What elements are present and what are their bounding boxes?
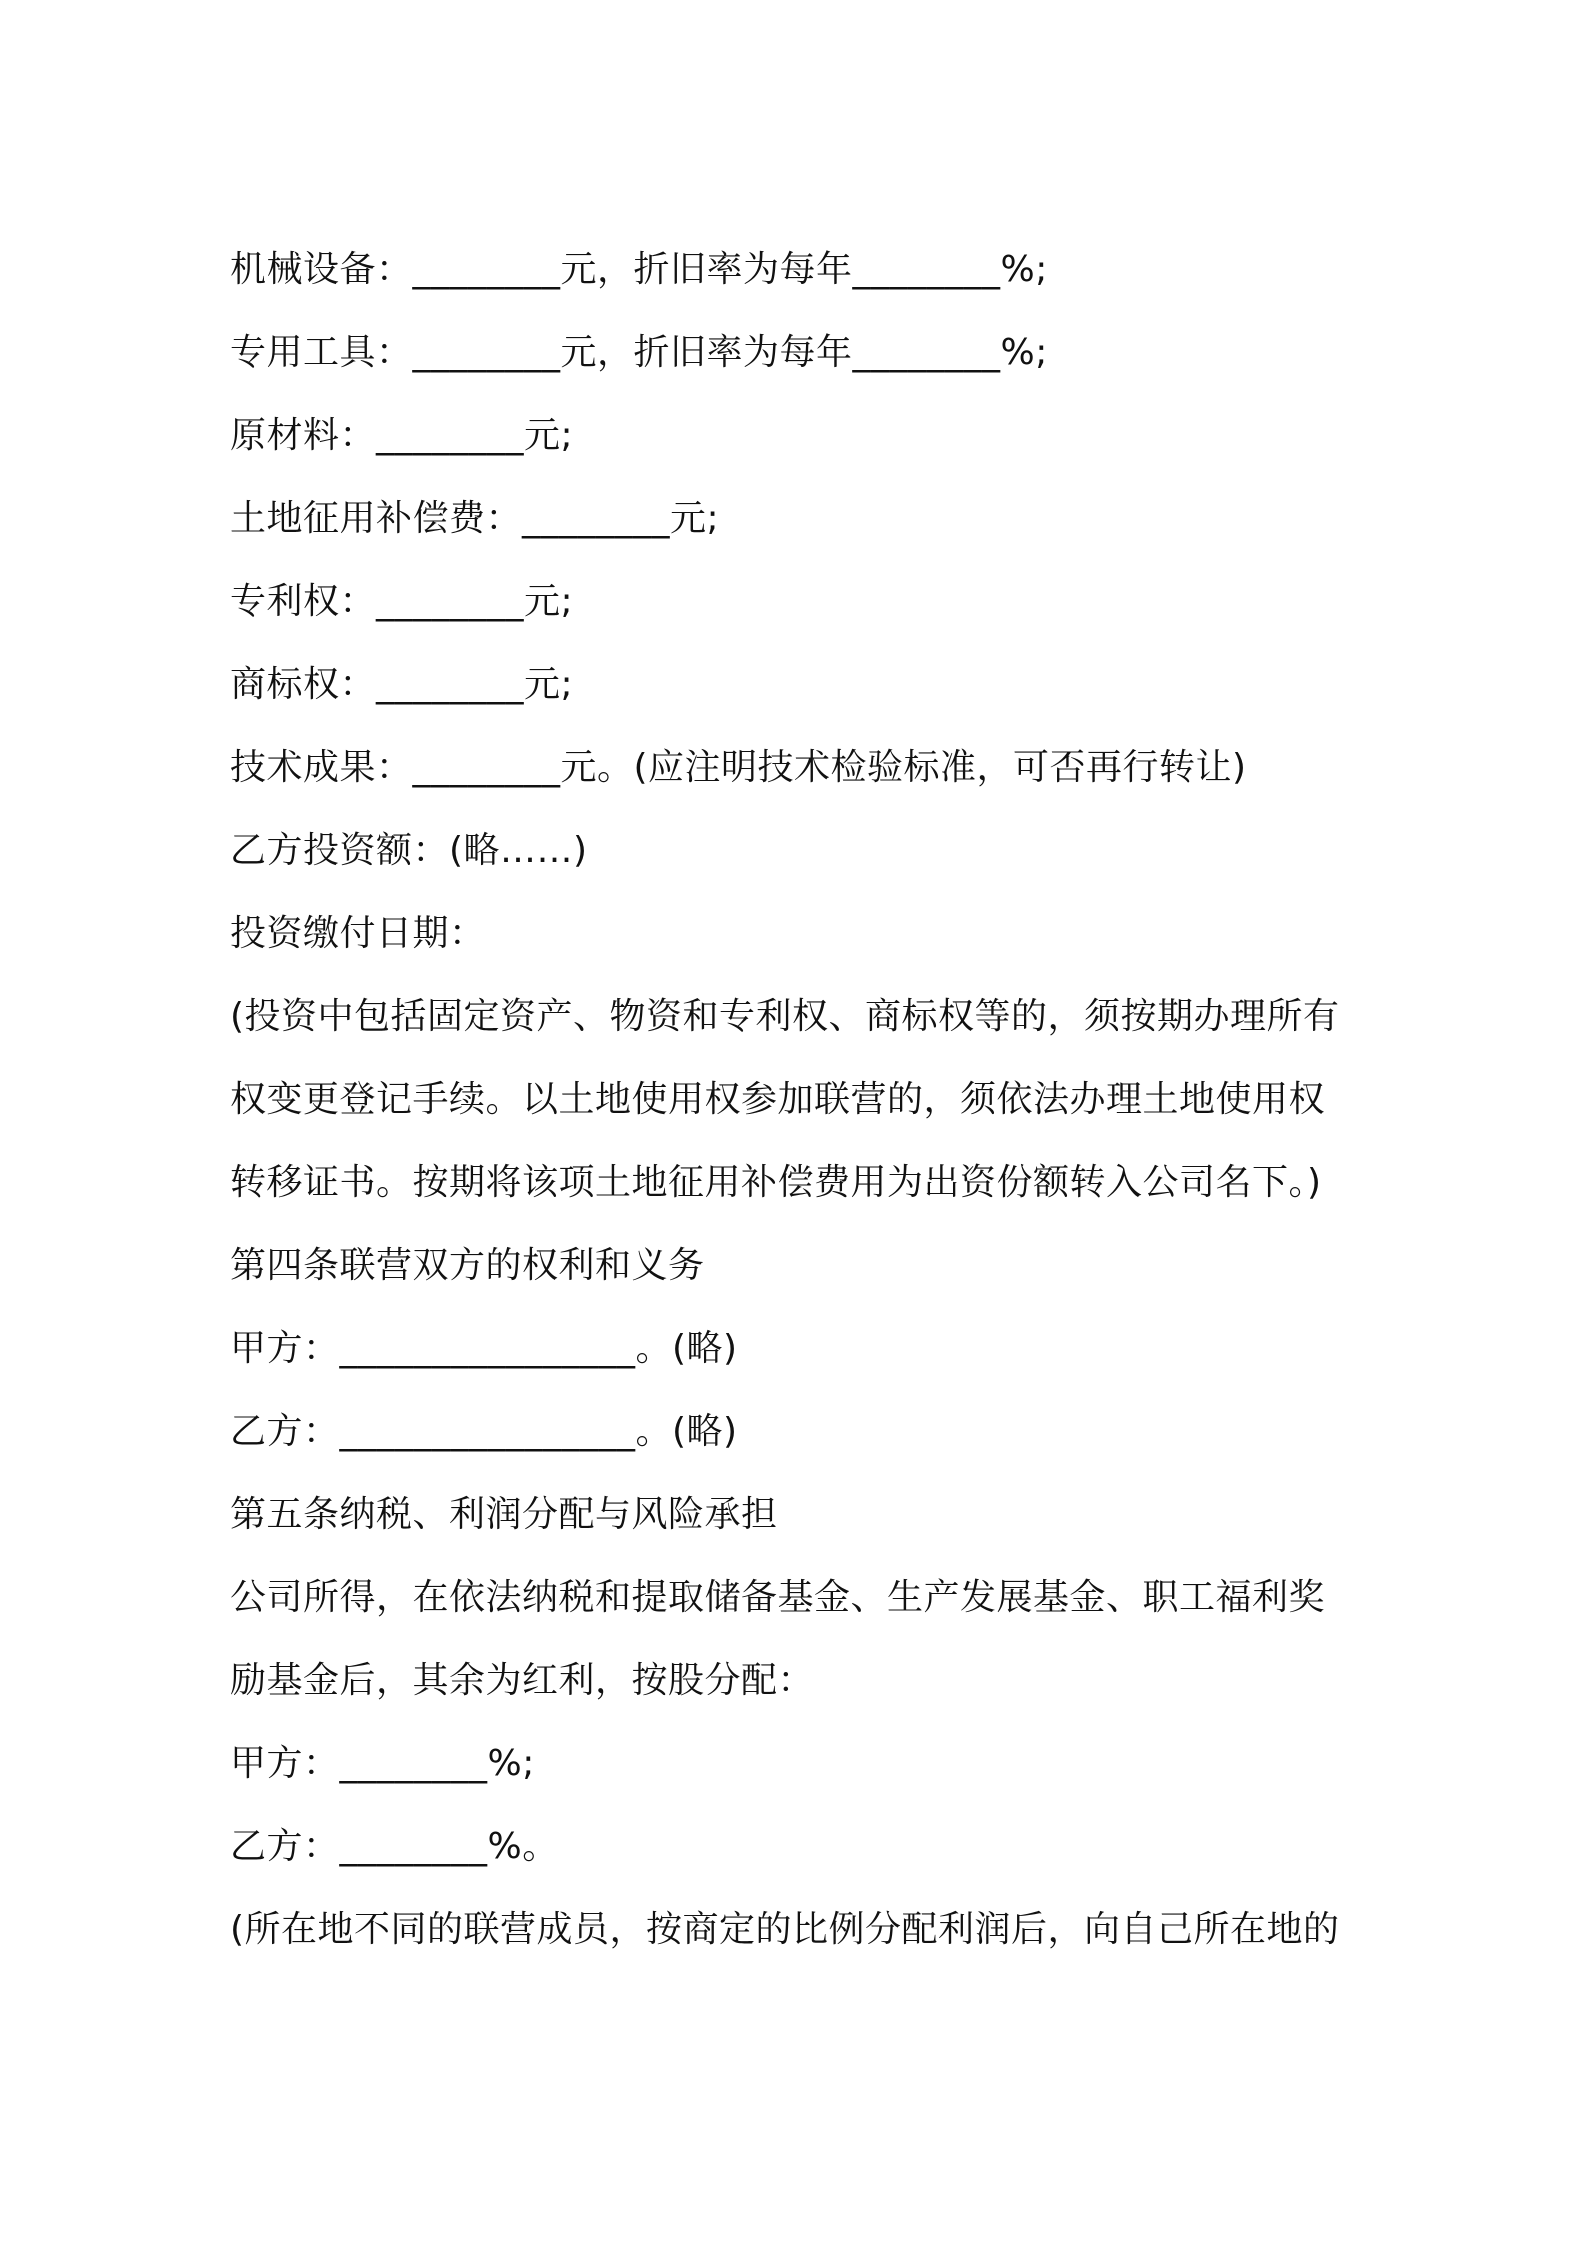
line-trademark-right: 商标权：________元; — [230, 664, 574, 705]
line-technical-results: 技术成果：________元。(应注明技术检验标准，可否再行转让) — [230, 747, 1247, 788]
line-raw-materials: 原材料：________元; — [230, 415, 574, 456]
line-payment-date: 投资缴付日期： — [230, 913, 486, 954]
heading-article-4: 第四条联营双方的权利和义务 — [230, 1245, 705, 1286]
paragraph-investment-note-line-3: 转移证书。按期将该项土地征用补偿费用为出资份额转入公司名下。) — [230, 1162, 1322, 1203]
paragraph-different-location-note: (所在地不同的联营成员，按商定的比例分配利润后，向自己所在地的 — [230, 1909, 1340, 1950]
paragraph-profit-line-1: 公司所得，在依法纳税和提取储备基金、生产发展基金、职工福利奖 — [230, 1577, 1326, 1618]
line-patent-right: 专利权：________元; — [230, 581, 574, 622]
line-party-a-share: 甲方：________%; — [230, 1743, 535, 1784]
line-special-tools: 专用工具：________元，折旧率为每年________%; — [230, 332, 1048, 373]
line-party-a-rights: 甲方：________________。(略) — [230, 1328, 738, 1369]
line-party-b-investment: 乙方投资额：(略……) — [230, 830, 588, 871]
line-land-compensation: 土地征用补偿费：________元; — [230, 498, 720, 539]
heading-article-5: 第五条纳税、利润分配与风险承担 — [230, 1494, 778, 1535]
line-party-b-rights: 乙方：________________。(略) — [230, 1411, 738, 1452]
paragraph-profit-line-2: 励基金后，其余为红利，按股分配： — [230, 1660, 815, 1701]
line-party-b-share: 乙方：________%。 — [230, 1826, 559, 1867]
paragraph-investment-note-line-1: (投资中包括固定资产、物资和专利权、商标权等的，须按期办理所有 — [230, 996, 1340, 1037]
paragraph-investment-note-line-2: 权变更登记手续。以土地使用权参加联营的，须依法办理土地使用权 — [230, 1079, 1326, 1120]
line-machinery-equipment: 机械设备：________元，折旧率为每年________%; — [230, 249, 1048, 290]
